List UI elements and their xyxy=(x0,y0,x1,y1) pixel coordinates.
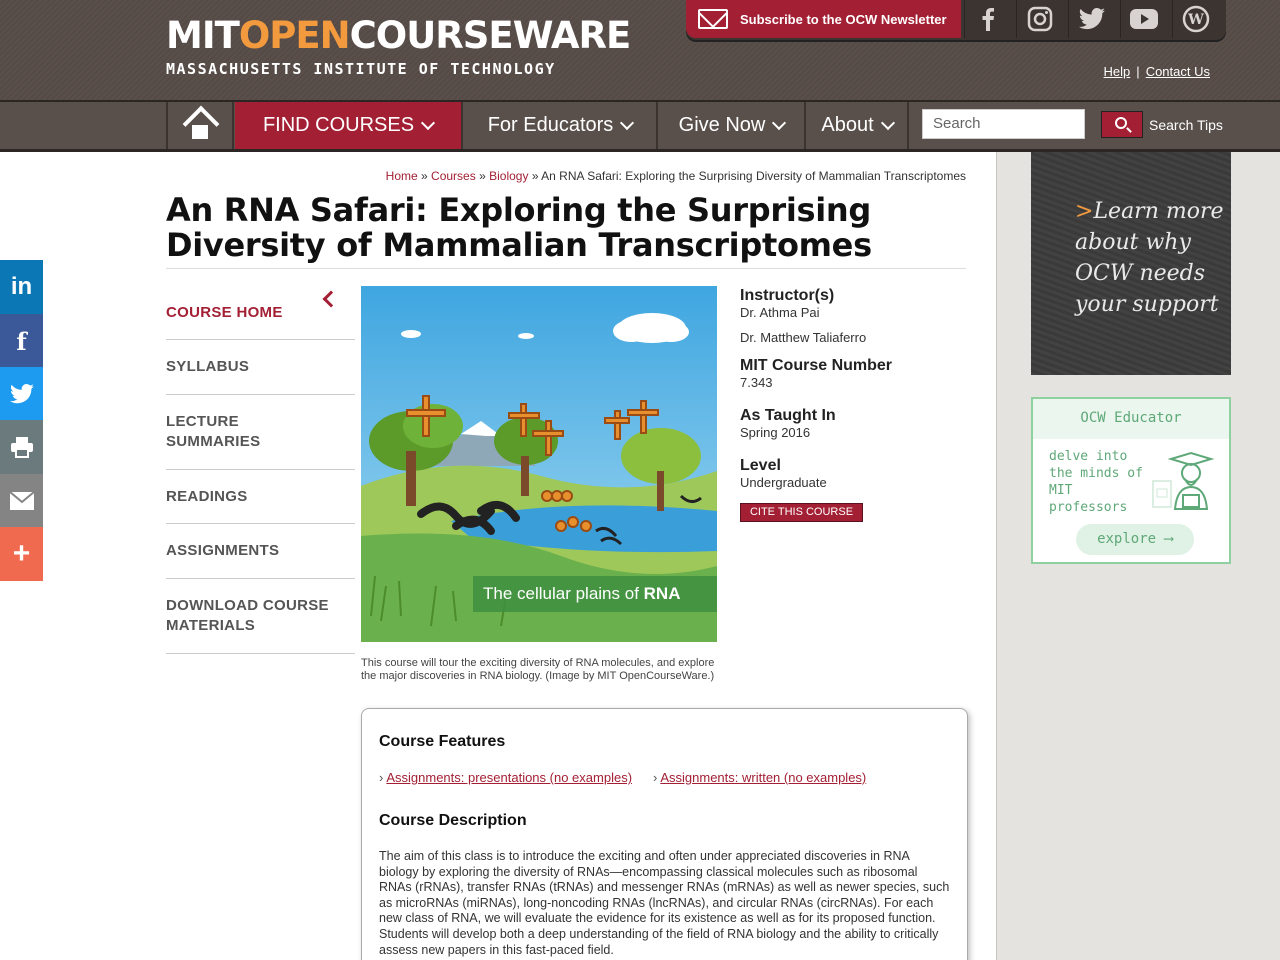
logo-wordmark xyxy=(166,16,630,56)
search-icon xyxy=(1115,117,1127,129)
search-input[interactable]: Search xyxy=(922,109,1085,139)
ocw-logo[interactable] xyxy=(166,16,630,78)
breadcrumb-sep: » xyxy=(531,169,539,183)
breadcrumb-current: An RNA Safari: Exploring the Surprising Diversity of Mammalian Transcriptomes xyxy=(541,169,966,183)
breadcrumb-biology[interactable]: Biology xyxy=(489,169,529,183)
instructors-label: Instructor(s) xyxy=(740,287,835,304)
nav-about[interactable] xyxy=(807,102,909,149)
print-icon[interactable] xyxy=(0,420,43,474)
title-divider xyxy=(166,268,966,269)
site-header xyxy=(0,0,1280,100)
breadcrumb-sep: » xyxy=(479,169,486,183)
educator-title: OCW Educator xyxy=(1033,399,1229,439)
nav-find-courses-label: FIND COURSES xyxy=(262,114,415,136)
instructor-name: Dr. Athma Pai xyxy=(740,305,820,320)
linkedin-glyph: in xyxy=(10,273,33,300)
cite-this-course-button[interactable]: CITE THIS COURSE xyxy=(740,503,863,522)
nav-home[interactable] xyxy=(166,102,234,149)
side-menu-label: SYLLABUS xyxy=(166,358,250,375)
professor-icon xyxy=(1151,451,1215,513)
chevron-down-icon xyxy=(620,116,634,130)
side-menu-assignments[interactable] xyxy=(166,524,355,579)
taught-label: As Taught In xyxy=(740,407,836,424)
course-description-title: Course Description xyxy=(379,812,527,829)
side-menu-download-course-materials[interactable] xyxy=(166,579,355,654)
help-separator: | xyxy=(1136,64,1140,79)
utility-links xyxy=(1104,64,1210,79)
support-ocw-promo[interactable] xyxy=(1031,152,1231,375)
subscribe-label: Subscribe to the OCW Newsletter xyxy=(740,11,947,27)
nav-for-educators-label: For Educators xyxy=(487,114,614,136)
course-features-box xyxy=(361,708,968,960)
explore-button[interactable]: explore ⟶ xyxy=(1076,524,1194,555)
course-features-title: Course Features xyxy=(379,733,506,750)
feature-link-label: Assignments: presentations (no examples) xyxy=(386,770,633,785)
nav-for-educators[interactable] xyxy=(464,102,658,149)
course-description: The aim of this class is to introduce the exciting and often under appreciated discoveries in RNA biology by exploring the diversity of RNAs—encompassing classical molecules such as ribosomal RNAs (rRNAs), transfer RNAs (tRNAs) and messenger RNAs (mRNAs) as well as newer species, such as microRNAs (miRNAs), long-noncoding RNAs (lncRNAs), and circular RNAs (circRNAs). For each new class of RNA, we will evaluate the evidence for its existence as well as for its proposed function. Students will develop both a deep understanding of the field of RNA biology and the ability to critically assess new papers in this fast-paced field. xyxy=(379,849,950,957)
logo-courseware: COURSEWARE xyxy=(349,14,631,57)
twitter-share-icon[interactable] xyxy=(0,367,43,421)
side-menu-syllabus[interactable] xyxy=(166,340,355,395)
course-illustration xyxy=(361,286,717,642)
home-icon xyxy=(185,113,215,139)
image-caption: This course will tour the exciting diversity of RNA molecules, and explore the major discoveries in RNA biology. (Image by MIT OpenCourseWare.) xyxy=(361,657,715,682)
chevron-down-icon xyxy=(421,116,435,130)
facebook-glyph: f xyxy=(16,326,27,356)
promo-arrow: > xyxy=(1075,199,1094,224)
search-tips-link[interactable]: Search Tips xyxy=(1149,117,1223,133)
level-value: Undergraduate xyxy=(740,475,827,490)
breadcrumb xyxy=(166,169,966,183)
twitter-icon[interactable] xyxy=(1068,0,1114,38)
youtube-icon[interactable] xyxy=(1120,0,1166,38)
more-share-icon[interactable] xyxy=(0,527,43,581)
breadcrumb-courses[interactable]: Courses xyxy=(431,169,476,183)
nav-give-now[interactable] xyxy=(659,102,806,149)
ocw-educator-promo[interactable] xyxy=(1031,397,1231,564)
page-title: An RNA Safari: Exploring the Surprising Diversity of Mammalian Transcriptomes xyxy=(166,191,872,264)
chevron-down-icon xyxy=(881,116,895,130)
side-menu-readings[interactable] xyxy=(166,470,355,524)
course-side-menu xyxy=(166,285,355,654)
image-banner-text: The cellular plains of RNA xyxy=(483,584,681,603)
svg-text:W: W xyxy=(1187,12,1204,28)
feature-link-label: Assignments: written (no examples) xyxy=(660,770,867,785)
help-link[interactable]: Help xyxy=(1103,64,1131,79)
logo-mit: MIT xyxy=(166,14,239,57)
feature-link-presentations[interactable] xyxy=(379,770,632,785)
instagram-icon[interactable] xyxy=(1016,0,1062,38)
more-glyph: + xyxy=(12,537,31,570)
contact-us-link[interactable]: Contact Us xyxy=(1145,64,1210,79)
facebook-share-icon[interactable] xyxy=(0,314,43,368)
logo-subtitle: MASSACHUSETTS INSTITUTE OF TECHNOLOGY xyxy=(166,60,556,78)
nav-give-now-label: Give Now xyxy=(678,114,766,136)
course-number-label: MIT Course Number xyxy=(740,357,893,374)
side-menu-label: DOWNLOAD COURSE MATERIALS xyxy=(166,597,329,634)
nav-find-courses[interactable] xyxy=(235,102,463,149)
side-menu-label: ASSIGNMENTS xyxy=(166,542,280,559)
course-image xyxy=(361,286,717,642)
educator-body: delve into the minds of MIT professors xyxy=(1049,449,1143,515)
search-button[interactable] xyxy=(1101,111,1143,138)
wordpress-icon[interactable] xyxy=(1172,0,1218,38)
side-menu-label: COURSE HOME xyxy=(166,304,283,321)
email-icon[interactable] xyxy=(0,474,43,528)
level-label: Level xyxy=(740,457,781,474)
side-menu-label: READINGS xyxy=(166,488,248,505)
envelope-icon xyxy=(698,9,728,29)
chevron-down-icon xyxy=(772,116,786,130)
instructor-name: Dr. Matthew Taliaferro xyxy=(740,330,867,345)
linkedin-icon[interactable] xyxy=(0,260,43,314)
social-strip xyxy=(686,0,1226,40)
taught-term: Spring 2016 xyxy=(740,425,811,440)
feature-marker: › xyxy=(653,770,658,785)
side-menu-label: LECTURE SUMMARIES xyxy=(166,413,261,450)
promo-text xyxy=(1075,196,1225,320)
course-metadata xyxy=(740,287,960,491)
side-menu-course-home[interactable] xyxy=(166,285,355,340)
nav-about-label: About xyxy=(821,114,874,136)
course-number: 7.343 xyxy=(740,375,773,390)
feature-marker: › xyxy=(379,770,384,785)
main-nav xyxy=(0,100,1280,152)
feature-link-written[interactable] xyxy=(653,770,866,785)
facebook-icon[interactable] xyxy=(964,0,1010,38)
subscribe-newsletter-button[interactable] xyxy=(686,0,961,38)
chevron-left-icon xyxy=(323,291,340,308)
side-menu-lecture-summaries[interactable] xyxy=(166,395,355,470)
promo-message: Learn more about why OCW needs your support xyxy=(1075,199,1224,317)
logo-open: OPEN xyxy=(238,14,350,57)
breadcrumb-home[interactable]: Home xyxy=(385,169,418,183)
breadcrumb-sep: » xyxy=(421,169,428,183)
